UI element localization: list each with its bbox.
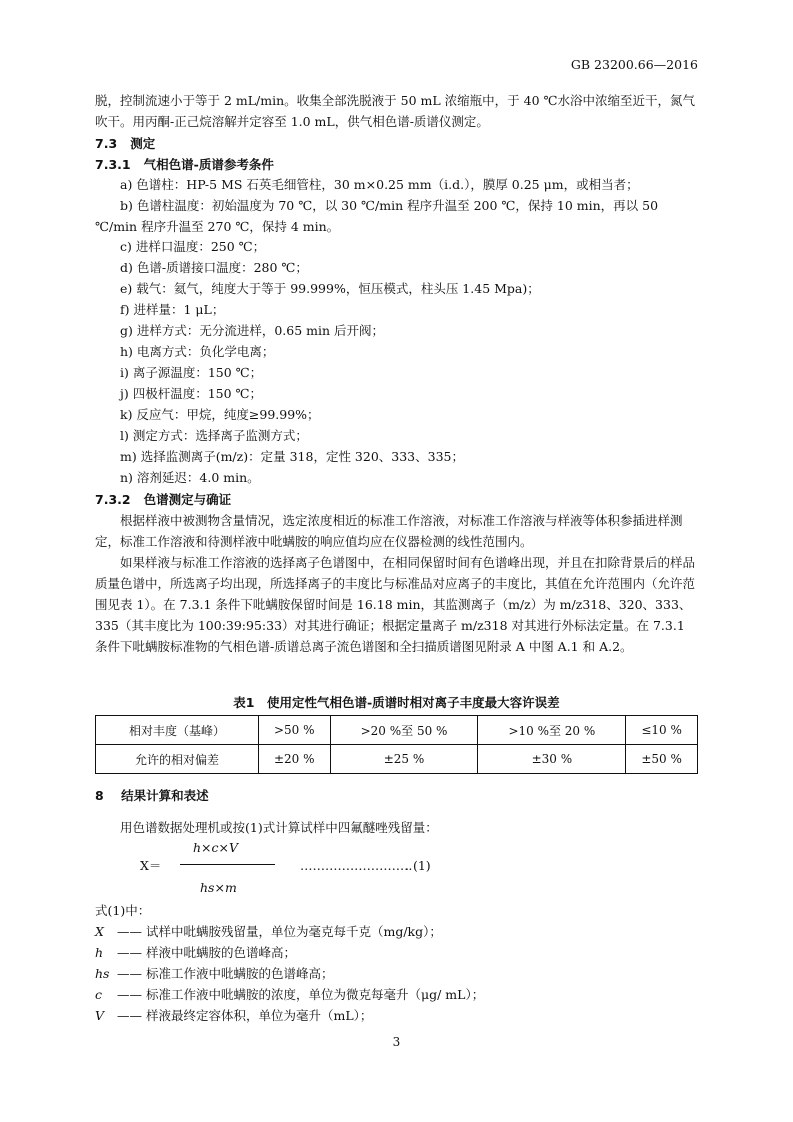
- list-item: a) 色谱柱：HP-5 MS 石英毛细管柱，30 m×0.25 mm（i.d.），膜厚 0.25 μm，或相当者；: [120, 177, 639, 192]
- formula-numerator: h×c×V: [193, 840, 239, 855]
- table-cell: ≤10 %: [626, 716, 698, 745]
- section-number: 7.3: [95, 136, 118, 151]
- list-item: c) 进样口温度：250 ℃；: [120, 239, 266, 254]
- list-item: h) 电离方式：负化学电离；: [120, 344, 275, 359]
- table-cell: >20 %至 50 %: [330, 716, 478, 745]
- list-item: m) 选择监测离子(m/z)：定量 318，定性 320、333、335；: [120, 449, 464, 464]
- formula-number: . (1): [405, 858, 431, 873]
- list-item: f) 进样量：1 μL；: [120, 302, 225, 317]
- table-cell: ±20 %: [258, 745, 330, 774]
- table-cell: ±25 %: [330, 745, 478, 774]
- section-title: 色谱测定与确证: [143, 492, 232, 507]
- section-8-heading: [95, 785, 700, 806]
- paragraph-injection: 根据样液中被测物含量情况，选定浓度相近的标准工作溶液，对标准工作溶液与样液等体积参插进样测定，标准工作溶液和待测样液中吡螨胺的响应值均应在仪器检测的线性范围内。: [95, 513, 683, 549]
- table-cell: 相对丰度（基峰）: [96, 716, 259, 745]
- definition: —— 试样中吡螨胺残留量，单位为毫克每千克（mg/kg）；: [117, 924, 442, 939]
- symbol: V: [95, 1008, 105, 1023]
- where-label: 式(1)中：: [95, 903, 151, 918]
- symbol: X: [95, 924, 104, 939]
- calc-intro: 用色谱数据处理机或按(1)式计算试样中四氟醚唑残留量：: [120, 820, 438, 835]
- definition: —— 样液中吡螨胺的色谱峰高；: [117, 945, 296, 960]
- tolerance-table: [95, 715, 698, 774]
- symbol: c: [95, 987, 103, 1002]
- list-item: b) 色谱柱温度：初始温度为 70 ℃，以 30 ℃/min 程序升温至 200 ℃，保持 10 min，再以 50 ℃/min 程序升温至 270 ℃，保持 4 min。: [95, 198, 659, 234]
- list-item: l) 测定方式：选择离子监测方式；: [120, 428, 308, 443]
- section-number: 7.3.2: [95, 492, 131, 507]
- formula-dots: ………………………: [300, 858, 413, 873]
- list-item: [95, 921, 442, 942]
- page-number: 3: [392, 1035, 401, 1049]
- list-item: [95, 942, 296, 963]
- list-item: g) 进样方式：无分流进样，0.65 min 后开阀；: [120, 323, 385, 338]
- table-cell: ±30 %: [478, 745, 626, 774]
- list-item: k) 反应气：甲烷，纯度≥99.99%；: [120, 407, 320, 422]
- section-7-3-1-heading: [95, 154, 700, 175]
- definition: —— 标准工作液中吡螨胺的色谱峰高；: [117, 966, 334, 981]
- formula-lhs: X＝: [140, 858, 162, 873]
- table-row: [96, 745, 698, 774]
- formula-denominator: hs×m: [200, 880, 237, 895]
- section-7-3-2-heading: [95, 489, 700, 510]
- table-cell: >10 %至 20 %: [478, 716, 626, 745]
- section-number: 8: [95, 788, 104, 803]
- list-item: n) 溶剂延迟：4.0 min。: [120, 470, 260, 485]
- table-cell: 允许的相对偏差: [96, 745, 259, 774]
- table-row: [96, 716, 698, 745]
- section-7-3-heading: [95, 133, 700, 154]
- list-item: j) 四极杆温度：150 ℃；: [120, 386, 263, 401]
- symbol: hs: [95, 966, 110, 981]
- list-item: [95, 1005, 372, 1026]
- definition: —— 标准工作液中吡螨胺的浓度，单位为微克每毫升（μg/ mL）；: [117, 987, 485, 1002]
- section-title: 气相色谱-质谱参考条件: [143, 157, 274, 172]
- list-item: d) 色谱-质谱接口温度：280 ℃；: [120, 260, 308, 275]
- list-item: i) 离子源温度：150 ℃；: [120, 365, 263, 380]
- section-title: 结果计算和表述: [121, 788, 209, 803]
- fraction-bar: [180, 864, 275, 865]
- section-number: 7.3.1: [95, 157, 131, 172]
- standard-number: GB 23200.66—2016: [570, 57, 698, 72]
- list-item: [95, 963, 333, 984]
- paragraph-confirmation: 如果样液与标准工作溶液的选择离子色谱图中，在相同保留时间有色谱峰出现，并且在扣除背景后的样品质量色谱中，所选离子均出现，所选择离子的丰度比与标准品对应离子的丰度比，其值在允许范围内（允许范围见表 1）。在 7.3.1 条件下吡螨胺保留时间是 16.18 min，其监测离子（m/z）为 m/z318、320、333、335（其丰度比为 100:39:95:33）对其进行确证；根据定量离子 m/z318 对其进行外标法定量。在 7.3.1 条件下吡螨胺标准物的气相色谱-质谱总离子流色谱图和全扫描质谱图见附录 A 中图 A.1 和 A.2。: [95, 555, 696, 654]
- table-caption: 表1 使用定性气相色谱-质谱时相对离子丰度最大容许误差: [233, 695, 560, 710]
- section-title: 测定: [130, 136, 156, 151]
- list-item: [95, 984, 484, 1005]
- table-cell: >50 %: [258, 716, 330, 745]
- definition: —— 样液最终定容体积，单位为毫升（mL）；: [117, 1008, 373, 1023]
- intro-paragraph: 脱，控制流速小于等于 2 mL/min。收集全部洗脱液于 50 mL 浓缩瓶中，于 40 ℃水浴中浓缩至近干，氮气吹干。用丙酮-正己烷溶解并定容至 1.0 mL，供气相色谱-质谱仪测定。: [95, 93, 695, 129]
- symbol: h: [95, 945, 104, 960]
- table-cell: ±50 %: [626, 745, 698, 774]
- list-item: e) 载气：氦气，纯度大于等于 99.999%，恒压模式，柱头压 1.45 Mpa)；: [120, 281, 540, 296]
